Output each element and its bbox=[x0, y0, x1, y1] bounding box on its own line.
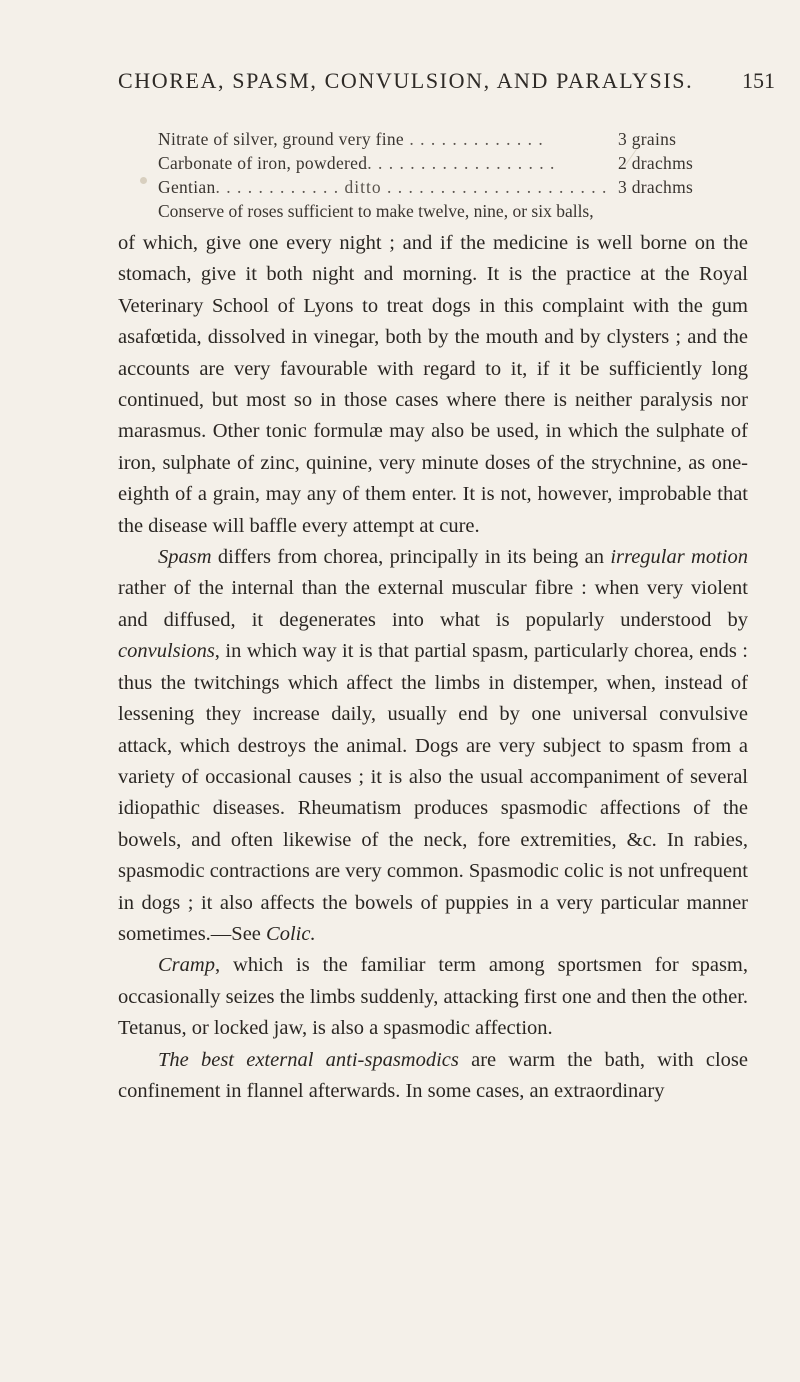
recipe-quantity: 2 drachms bbox=[618, 153, 694, 173]
text-run: are warm the bath, with close confinement in flannel afterwards. In some cases, an extraordinary bbox=[118, 1048, 748, 1102]
body-text bbox=[118, 228, 748, 1107]
recipe-quantity: 3 grains bbox=[618, 129, 677, 149]
text-run: , in which way it is that partial spasm, particularly chorea, ends : thus the twitchings which affect the limbs in distemper, when, instead of lessening they increase daily, usually end by one universal convulsive attack, which destroys the animal. Dogs are very subject to spasm from a variety of occasional causes ; it is also the usual accompaniment of several idiopathic diseases. Rheumatism produces spasmodic affections of the bowels, and often likewise of the neck, fore extremities, &c. In rabies, spasmodic contractions are very common. Spasmodic colic is not unfrequent in dogs ; it also affects the bowels of puppies in a very particular manner sometimes.—See bbox=[118, 640, 748, 945]
dot-leader: . . . . . . . . . . . . . . . . . . bbox=[367, 153, 556, 173]
recipe-item: Gentian bbox=[158, 177, 216, 197]
text-run: rather of the internal than the external muscular fibre : when very violent and diffused, it degenerates into what is popularly understood by bbox=[118, 577, 748, 631]
term-external-anti-spasmodics: The best external anti-spasmodics bbox=[158, 1048, 459, 1071]
dot-leader: . . . . . . . . . . . . ditto . . . . . . . . . . . . . . . . . . . . . bbox=[215, 177, 608, 197]
cross-reference-colic: Colic. bbox=[266, 922, 316, 945]
text-run: , which is the familiar term among sportsmen for spasm, occasionally seizes the limbs suddenly, attacking first one and then the other. Tetanus, or locked jaw, is also a spasmodic affection. bbox=[118, 954, 749, 1040]
term-spasm: Spasm bbox=[158, 546, 212, 569]
recipe-line bbox=[158, 151, 718, 175]
running-header bbox=[0, 68, 800, 98]
recipe-quantity: 3 drachms bbox=[618, 177, 694, 197]
term-irregular-motion: irregular motion bbox=[610, 546, 749, 569]
recipe-item: Nitrate of silver, ground very fine bbox=[158, 129, 404, 149]
dot-leader: . . . . . . . . . . . . . bbox=[403, 129, 544, 149]
paragraph-spasm bbox=[118, 542, 748, 950]
term-cramp: Cramp bbox=[158, 954, 215, 977]
page-number: 151 bbox=[742, 68, 775, 93]
paragraph-chorea-treatment: of which, give one every night ; and if the medicine is well borne on the stomach, give it both night and morning. It is the practice at the Royal Veterinary School of Lyons to treat dogs in this complaint with the gum asafœtida, dissolved in vinegar, both by the mouth and by clysters ; and the accounts are very favourable with regard to it, if it be sufficiently long continued, but most so in those cases where there is neither paralysis nor marasmus. Other tonic formulæ may also be used, in which the sulphate of iron, sulphate of zinc, quinine, very minute doses of the strychnine, as one-eighth of a grain, may any of them enter. It is not, however, improbable that the disease will baffle every attempt at cure. bbox=[118, 232, 748, 537]
recipe-item: Carbonate of iron, powdered bbox=[158, 153, 368, 173]
paragraph-cramp bbox=[118, 950, 748, 1044]
recipe-line bbox=[158, 127, 718, 151]
recipe-conserve-line: Conserve of roses sufficient to make twelve, nine, or six balls, bbox=[158, 201, 594, 221]
paragraph-anti-spasmodics bbox=[118, 1045, 748, 1108]
recipe-list bbox=[158, 127, 718, 199]
recipe-line bbox=[158, 175, 718, 199]
margin-blemish bbox=[140, 177, 147, 184]
term-convulsions: convulsions bbox=[118, 640, 215, 663]
text-run: differs from chorea, principally in its being an bbox=[211, 546, 611, 569]
running-title: CHOREA, SPASM, CONVULSION, AND PARALYSIS. bbox=[118, 68, 694, 93]
